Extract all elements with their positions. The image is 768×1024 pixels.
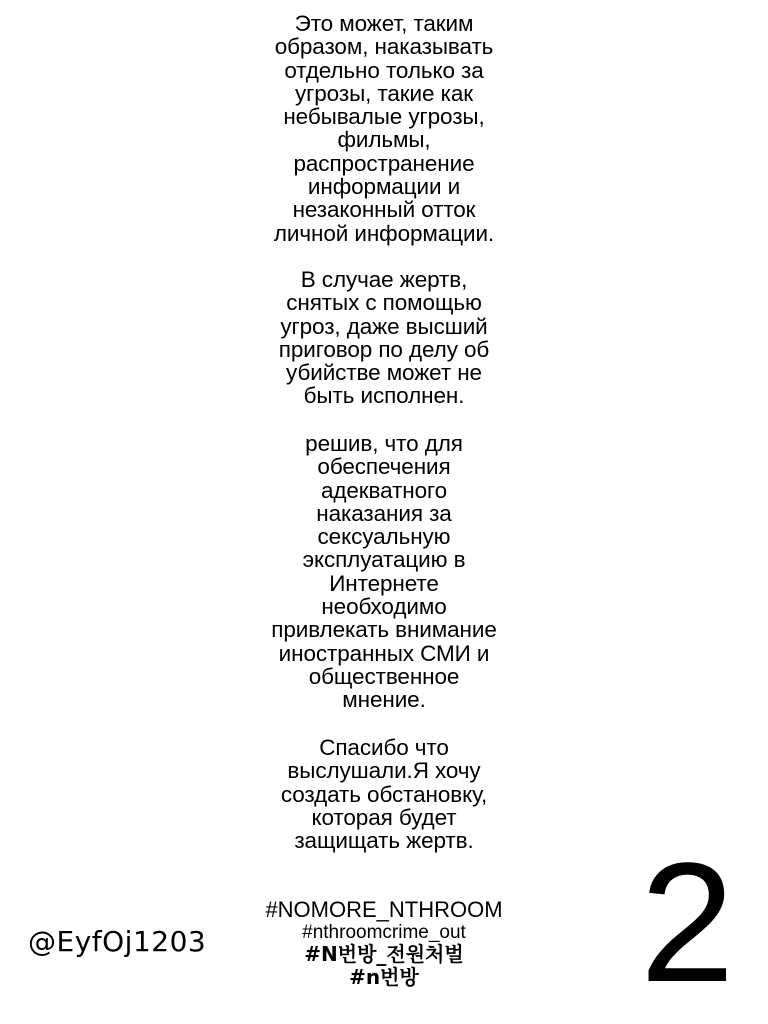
text-line: образом, наказывать [274,34,494,60]
text-line: Спасибо что [319,735,449,760]
text-line: сексуальную [317,524,451,550]
text-line: приговор по делу об [278,336,490,362]
text-line: быть исполнен. [303,383,465,409]
text-line: небывалые угрозы, [283,104,485,130]
text-line: выслушали.Я хочу [287,758,481,784]
text-line: обеспечения [317,454,451,480]
text-line: информации и [307,174,461,200]
text-line: мнение. [342,687,426,713]
text-line: иностранных СМИ и [278,640,490,666]
hashtag[interactable]: #nthroomcrime_out [302,922,466,943]
hashtag-block [234,897,534,989]
text-line: адекватного [320,477,448,503]
text-line: защищать жертв. [294,828,474,854]
paragraph-4 [234,736,534,852]
text-line: снятых с помощью [286,290,482,316]
page-number: 2 [640,828,735,1018]
text-line: эксплуатацию в [302,547,466,573]
text-line: личной информации. [273,220,495,246]
text-line: угроз, даже высший [280,313,488,339]
hashtag[interactable]: #NOMORE_NTHROOM [265,897,503,922]
paragraph-2 [234,268,534,408]
text-line: общественное [308,663,460,689]
text-line: наказания за [316,500,452,526]
text-line: Интернете [329,570,439,596]
text-line: В случае жертв, [300,267,468,292]
text-line: создать обстановку, [280,781,488,807]
text-line: необходимо [321,594,447,620]
paragraph-1 [234,12,534,245]
text-line: привлекать внимание [271,617,497,643]
text-line: убийстве может не [286,360,482,386]
author-handle[interactable]: @EyfOj1203 [28,925,207,958]
hashtag[interactable]: #n번방 [349,965,419,989]
text-line: незаконный отток [292,197,476,223]
text-line: распространение [293,150,475,176]
text-line: фильмы, [337,127,431,153]
text-line: отдельно только за [284,57,484,83]
text-line: решив, что для [305,431,463,456]
text-line: которая будет [311,804,457,830]
paragraph-3 [234,432,534,712]
text-line: угрозы, такие как [295,80,473,106]
hashtag[interactable]: #N번방_전원처벌 [304,942,464,966]
text-line: Это может, таким [294,11,474,36]
